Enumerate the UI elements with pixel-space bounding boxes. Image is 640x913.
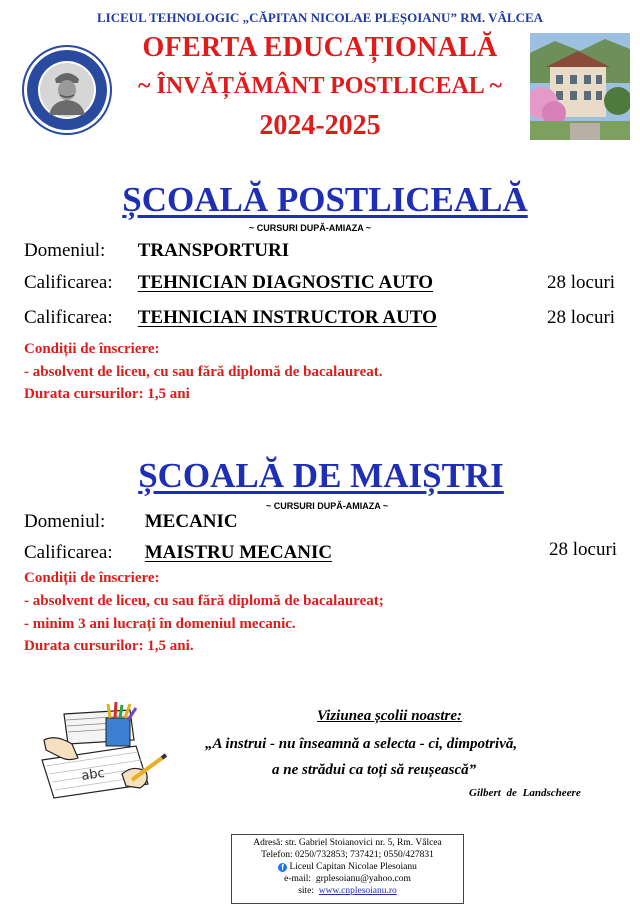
course-duration: Durata cursurilor: 1,5 ani. [24,638,194,654]
qualification-row-2 [24,307,437,329]
domain-value: TRANSPORTURI [137,240,290,261]
facebook-page-name: Liceul Capitan Nicolae Plesoianu [289,862,417,872]
writing-hand-illustration [38,700,168,800]
facebook-icon: f [278,863,287,872]
qualification-value: TEHNICIAN INSTRUCTOR AUTO [137,307,437,328]
qualification-row-1 [24,272,433,294]
domain-row-1 [24,240,289,262]
contact-address: Adresă: str. Gabriel Stoianovici nr. 5, Rm. Vâlcea [253,838,442,848]
domain-value: MECANIC [144,511,238,532]
conditions-heading: Condiții de înscriere: [24,570,160,586]
domain-label: Domeniul: [24,240,106,261]
school-name: LICEUL TEHNOLOGIC „CĂPITAN NICOLAE PLEȘOIANU” RM. VÂLCEA [96,10,544,25]
contact-facebook[interactable] [232,861,463,873]
offer-title: OFERTA EDUCAȚIONALĂ [142,32,498,63]
email-label: e-mail: [284,874,312,884]
course-duration: Durata cursurilor: 1,5 ani [24,386,190,402]
vision-title: Viziunea școlii noastre: [317,708,463,724]
condition-item: - absolvent de liceu, cu sau fără diplomă de bacalaureat. [24,364,383,380]
contact-site-row [232,885,463,897]
places-count: 28 locuri [547,307,616,328]
domain-label: Domeniul: [24,511,106,532]
section-maistri-note: ~ CURSURI DUPĂ-AMIAZA ~ [266,501,389,511]
qualification-value: TEHNICIAN DIAGNOSTIC AUTO [137,272,434,293]
email-link[interactable]: grplesoianu@yahoo.com [315,874,411,884]
quote-author: Gilbert de Landscheere [469,787,581,799]
offer-subtitle: ~ ÎNVĂȚĂMÂNT POSTLICEAL ~ [138,73,502,99]
contact-phone: Telefon: 0250/732853; 737421; 0550/427831 [261,850,434,860]
section-maistri-title: ȘCOALĂ DE MAIȘTRI [138,456,504,495]
site-label: site: [298,886,315,896]
qualification-label: Calificarea: [24,272,113,293]
qualification-label: Calificarea: [24,307,113,328]
condition-item: - absolvent de liceu, cu sau fără diplomă de bacalaureat; [24,593,384,609]
section-postliceala-title: ȘCOALĂ POSTLICEALĂ [122,180,528,219]
places-count: 28 locuri [547,272,616,293]
places-count: 28 locuri [549,539,618,560]
qualification-row-3 [24,542,332,564]
qualification-label: Calificarea: [24,542,113,563]
conditions-heading: Condiții de înscriere: [24,341,160,357]
school-year: 2024-2025 [259,110,381,141]
site-link[interactable]: www.cnplesoianu.ro [318,886,397,896]
section-postliceala-note: ~ CURSURI DUPĂ-AMIAZA ~ [249,223,372,233]
contact-box [231,834,464,904]
school-seal-icon [22,45,112,135]
school-building-photo [530,33,630,140]
contact-email-row [232,873,463,885]
vision-quote-line-1: „A instrui - nu înseamnă a selecta - ci, dimpotrivă, [205,736,518,752]
illustration-abc-text: abc [80,765,106,784]
domain-row-2 [24,511,238,533]
vision-quote-line-2: a ne strădui ca toți să reușească” [272,762,477,778]
condition-item: - minim 3 ani lucrați în domeniul mecanic. [24,616,296,632]
qualification-value: MAISTRU MECANIC [144,542,333,563]
